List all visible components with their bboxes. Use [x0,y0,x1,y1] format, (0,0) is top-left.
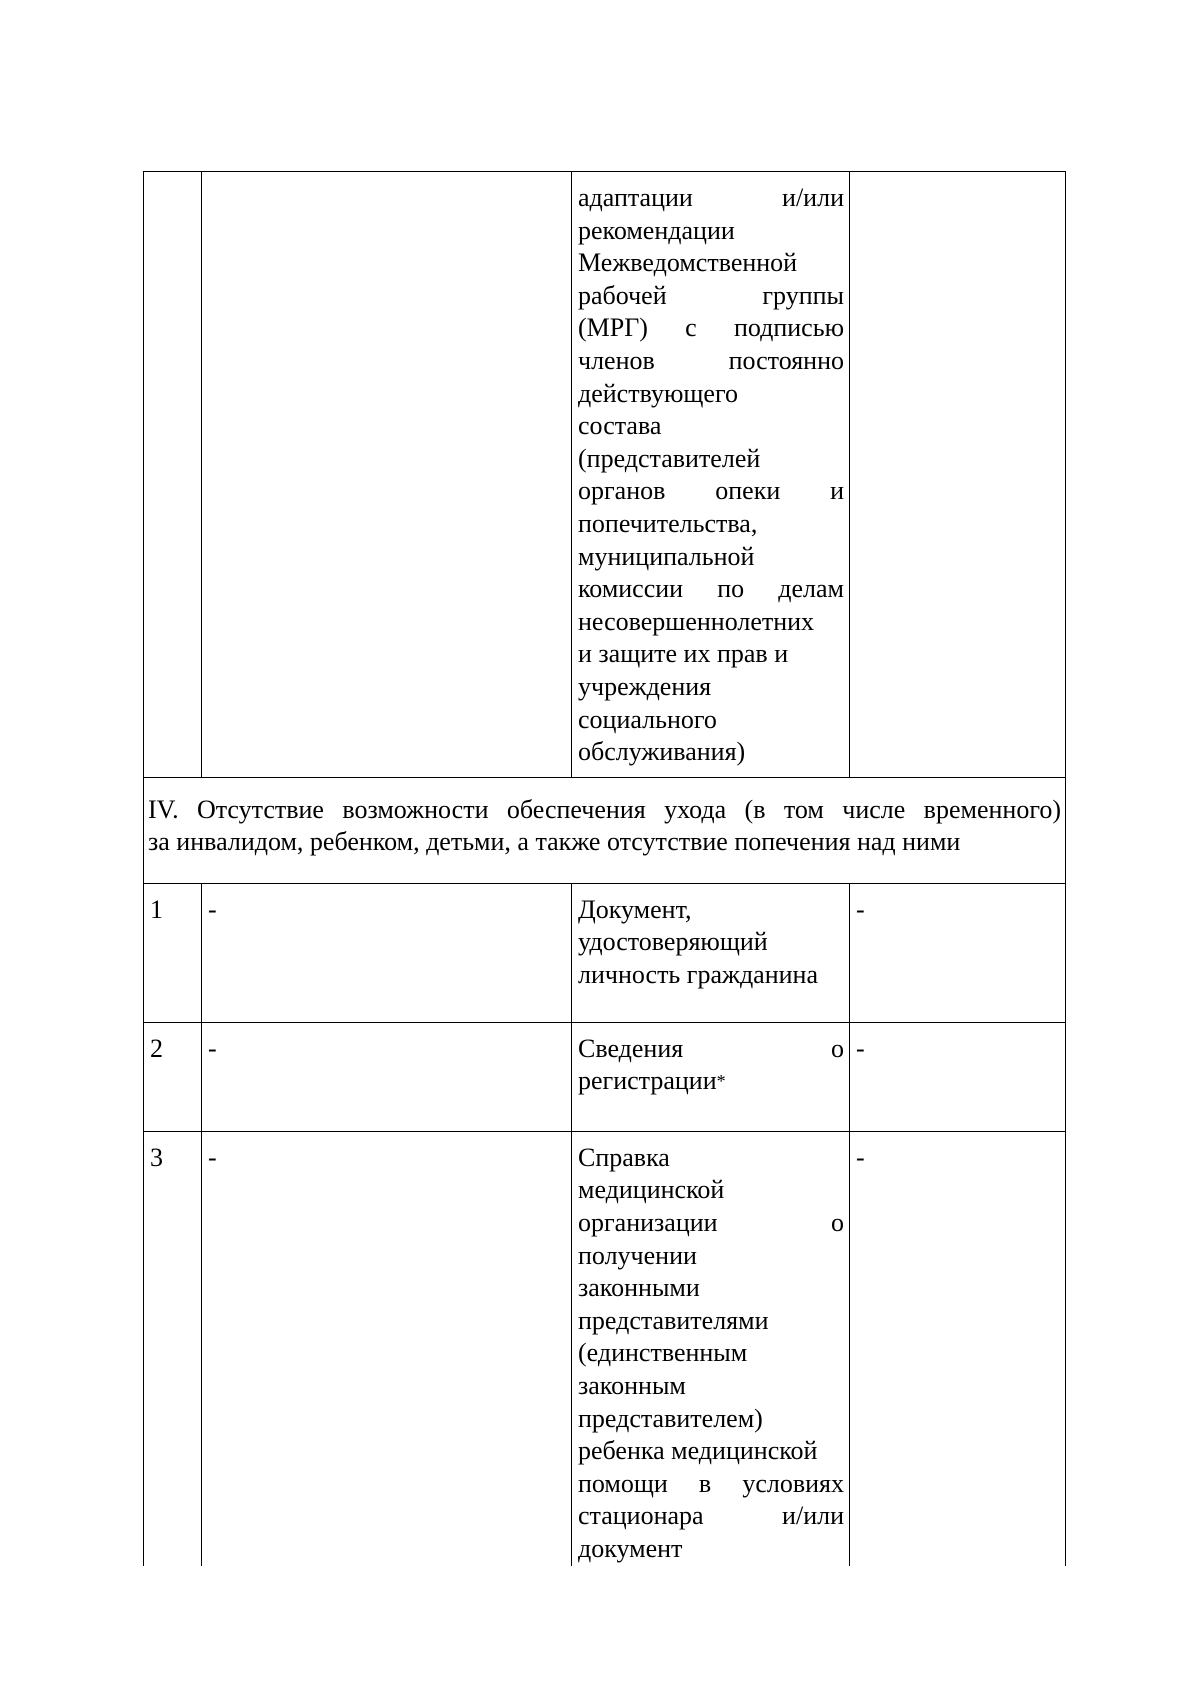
cell-col4 [850,172,1066,778]
table-row [144,883,1066,1022]
section-heading-line: IV. Отсутствие возможности обеспечения ухода (в том числе временного) [148,794,1061,824]
footnote-marker: * [716,1071,726,1092]
text-line: муниципальной [578,541,755,571]
text-line: членов постоянно [578,345,844,375]
text-line: Справка [578,1142,670,1172]
section-heading [144,777,1066,883]
documents-table [143,171,1066,1566]
text-line: Сведения о [578,1033,844,1063]
text-line: состава [578,411,662,441]
text-line: Межведомственной [578,248,798,278]
table-row [144,1131,1066,1565]
text-line: обслуживания) [578,737,746,767]
cell-document-text [572,1022,850,1131]
text-line: учреждения [578,671,712,701]
text-line: законными [578,1273,700,1303]
text-line: получении [578,1240,697,1270]
text-line-with-footnote [578,1065,844,1098]
text-line: организации о [578,1208,844,1238]
text-line: законным [578,1371,686,1401]
text-line: действующего [578,378,738,408]
text-line: Документ, [578,894,692,924]
table-row [144,1022,1066,1131]
cell-number: 3 [144,1131,202,1565]
text-line: (МРГ) с подписью [578,313,844,343]
cell-col4: - [850,883,1066,1022]
cell-number: 1 [144,883,202,1022]
text-line: представителем) [578,1403,763,1433]
text-line: документ [578,1534,683,1563]
text-line: представителями [578,1305,769,1335]
cell-col4: - [850,1131,1066,1565]
cell-col4: - [850,1022,1066,1131]
text-line: комиссии по делам [578,574,844,604]
cell-col2 [202,172,572,778]
cell-col2: - [202,883,572,1022]
text-line: (единственным [578,1338,748,1368]
text-line: рабочей группы [578,280,844,310]
text-line: помощи в условиях [578,1468,844,1498]
cell-document-text [572,1131,850,1565]
cell-number: 2 [144,1022,202,1131]
section-heading-line: за инвалидом, ребенком, детьми, а также отсутствие попечения над ними [148,827,961,857]
text-line: медицинской [578,1175,725,1205]
cell-col2: - [202,1022,572,1131]
text-line: стационара и/или [578,1501,844,1531]
text-line: рекомендации [578,215,735,245]
cell-document-text [572,883,850,1022]
section-heading-row [144,777,1066,883]
text-line: социального [578,704,717,734]
text-line: органов опеки и [578,476,844,506]
text-line: ребенка медицинской [578,1436,818,1466]
text-line: регистрации [578,1066,717,1096]
text-line: попечительства, [578,508,758,538]
text-line: (представителей [578,443,761,473]
text-line: адаптации и/или [578,183,844,212]
cell-col2: - [202,1131,572,1565]
text-line: личность гражданина [578,960,819,990]
text-line: удостоверяющий [578,927,768,957]
text-line: несовершеннолетних [578,606,815,636]
text-line: и защите их прав и [578,639,789,669]
table-row-continuation [144,172,1066,778]
cell-document-text [572,172,850,778]
cell-number [144,172,202,778]
